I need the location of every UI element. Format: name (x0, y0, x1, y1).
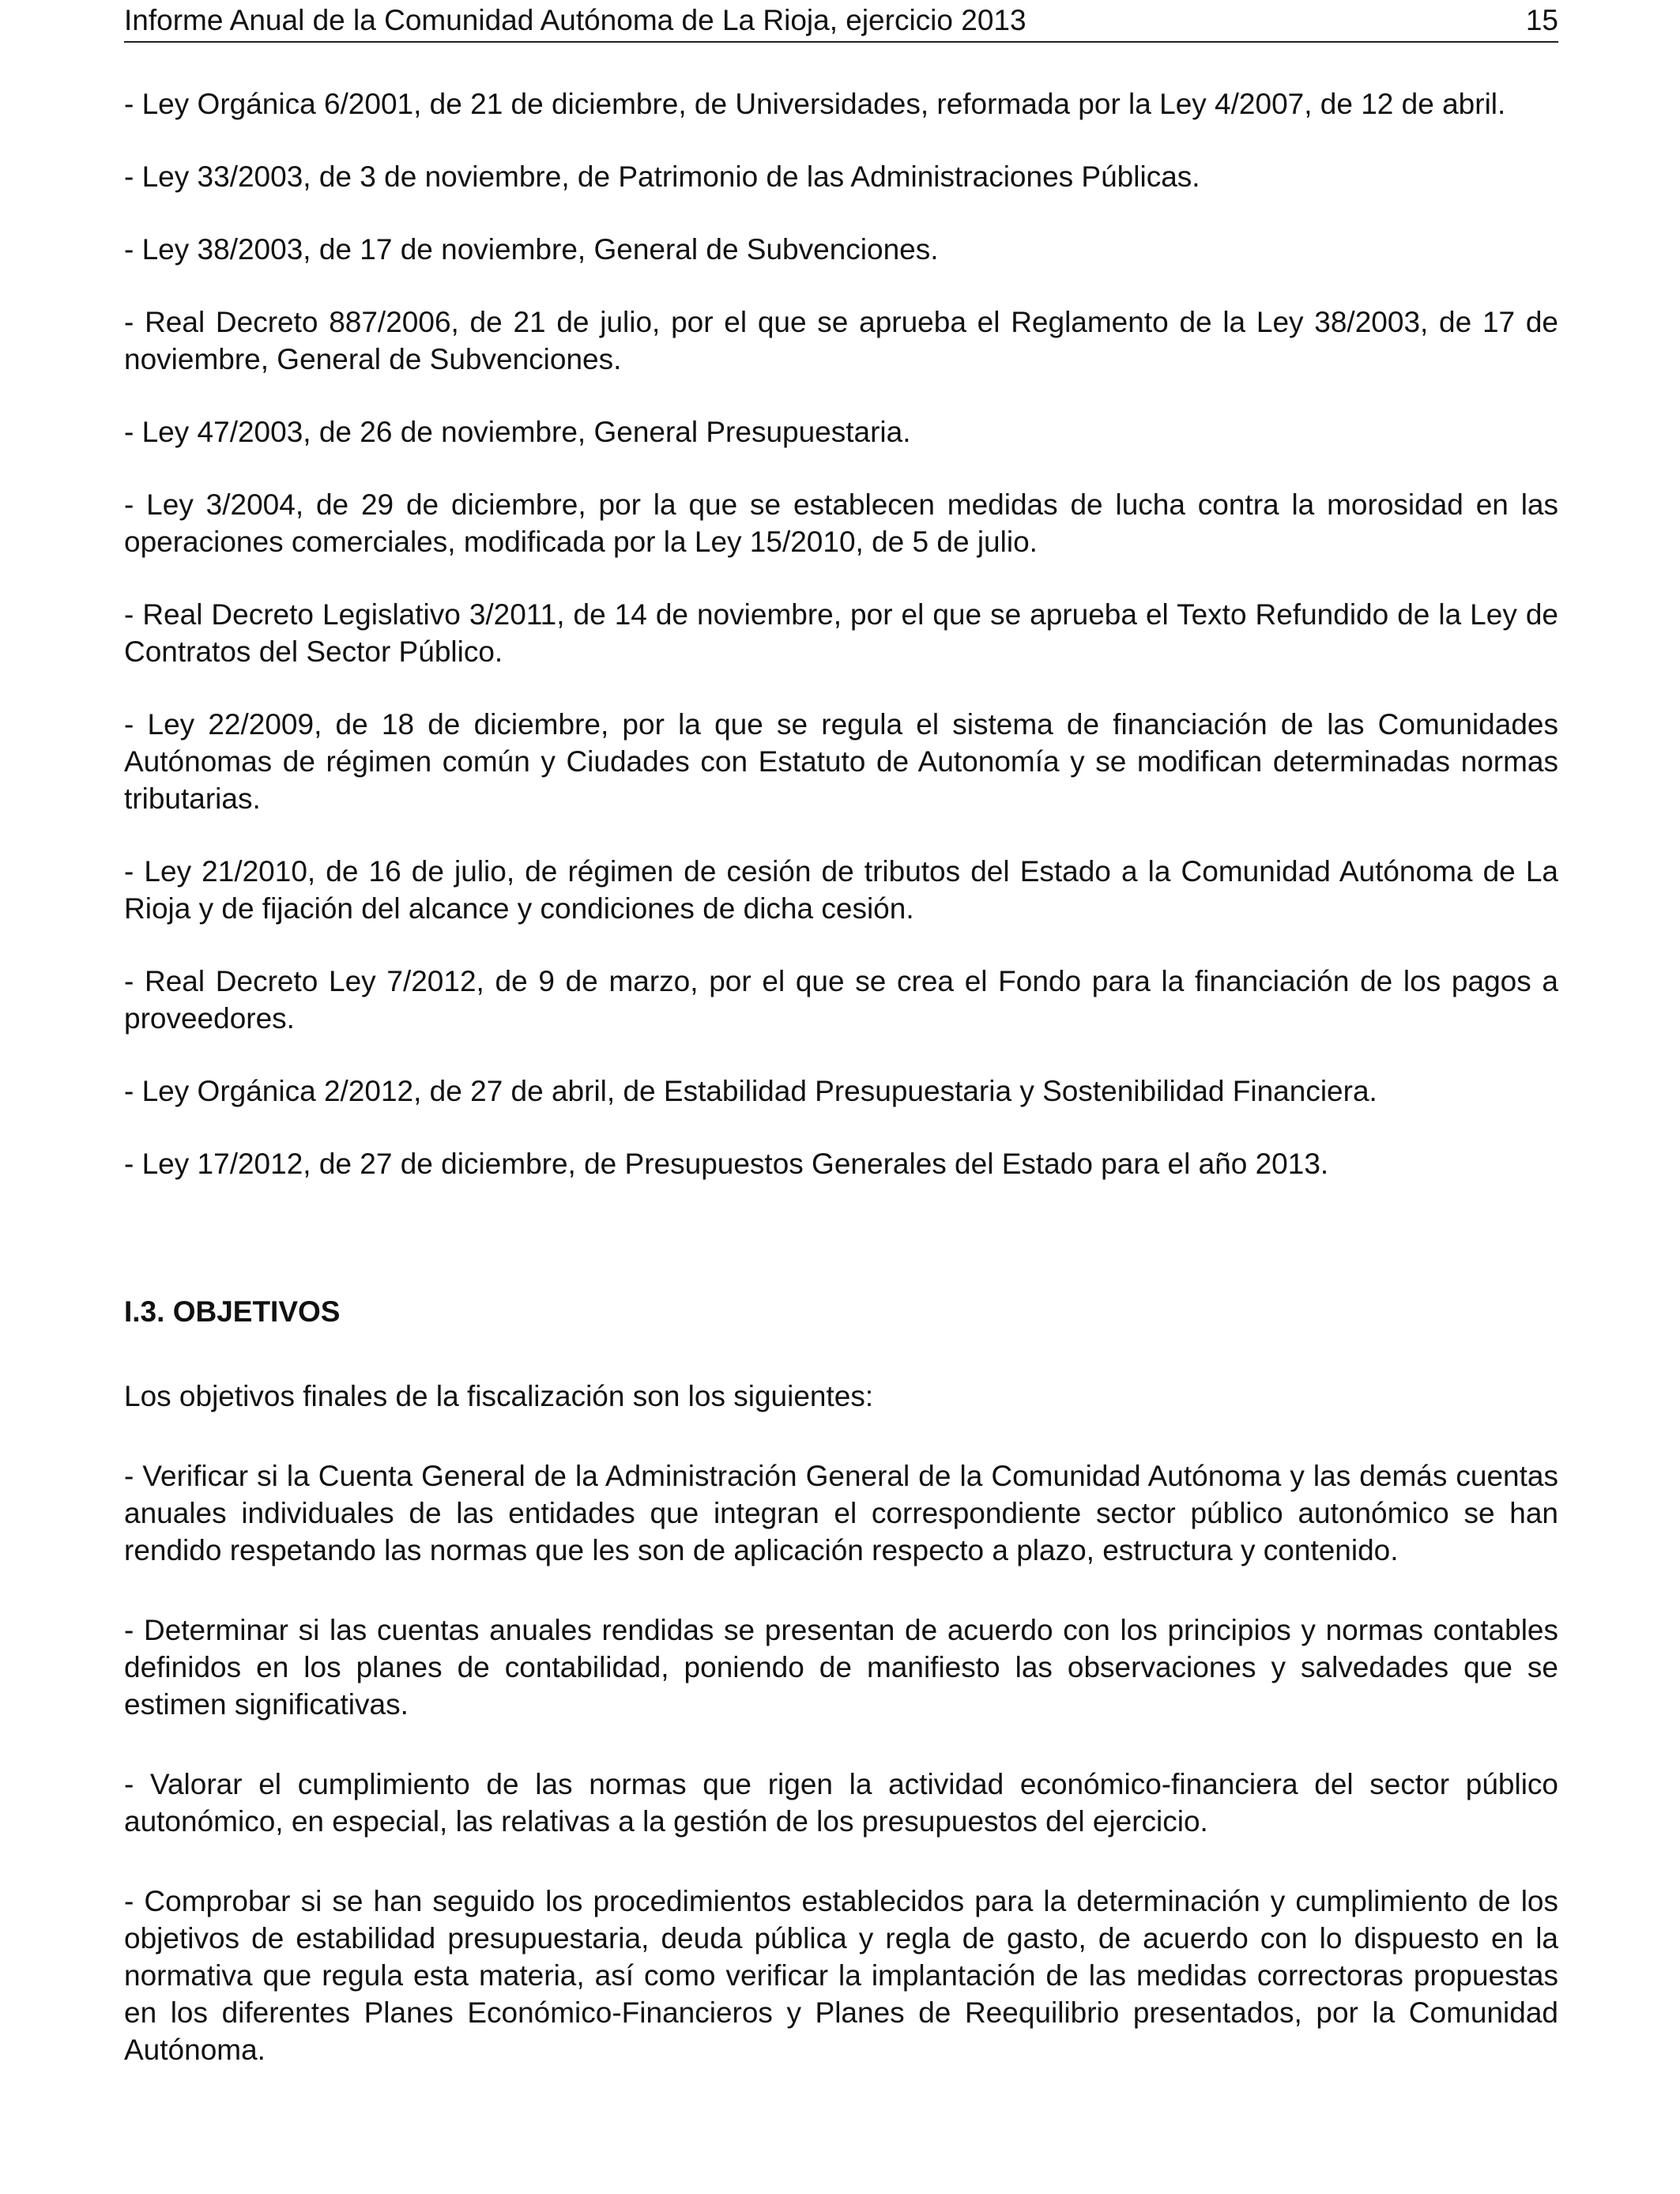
law-item: - Ley 38/2003, de 17 de noviembre, General de Subvenciones. (124, 233, 939, 266)
law-item: - Ley 47/2003, de 26 de noviembre, General Presupuestaria. (124, 416, 911, 448)
section-heading: I.3. OBJETIVOS (124, 1295, 341, 1328)
law-item: - Ley Orgánica 6/2001, de 21 de diciembre, de Universidades, reformada por la Ley 4/2007, de 12 de abril. (124, 88, 1506, 120)
law-item: - Ley 17/2012, de 27 de diciembre, de Presupuestos Generales del Estado para el año 2013. (124, 1148, 1329, 1180)
law-item: - Ley Orgánica 2/2012, de 27 de abril, de Estabilidad Presupuestaria y Sostenibilidad Financiera. (124, 1075, 1377, 1107)
objective-item: - Valorar el cumplimiento de las normas que rigen la actividad económico-financiera del sector público autonómico, en especial, las relativas a la gestión de los presupuestos del ejercicio. (124, 1768, 1558, 1838)
law-item: - Real Decreto 887/2006, de 21 de julio, por el que se aprueba el Reglamento de la Ley 38/2003, de 17 de noviembre, General de Subvenciones. (124, 306, 1558, 375)
law-item: - Ley 22/2009, de 18 de diciembre, por la que se regula el sistema de financiación de las Comunidades Autónomas de régimen común y Ciudades con Estatuto de Autonomía y se modifican determinadas normas tributarias. (124, 708, 1558, 815)
law-item: - Ley 33/2003, de 3 de noviembre, de Patrimonio de las Administraciones Públicas. (124, 160, 1200, 193)
law-item: - Real Decreto Legislativo 3/2011, de 14 de noviembre, por el que se aprueba el Texto Refundido de la Ley de Contratos del Sector Público. (124, 598, 1558, 668)
law-item: - Ley 21/2010, de 16 de julio, de régimen de cesión de tributos del Estado a la Comunidad Autónoma de La Rioja y de fijación del alcance y condiciones de dicha cesión. (124, 855, 1558, 925)
law-item: - Ley 3/2004, de 29 de diciembre, por la que se establecen medidas de lucha contra la morosidad en las operaciones comerciales, modificada por la Ley 15/2010, de 5 de julio. (124, 488, 1558, 558)
law-item: - Real Decreto Ley 7/2012, de 9 de marzo, por el que se crea el Fondo para la financiación de los pagos a proveedores. (124, 965, 1558, 1035)
section-intro: Los objetivos finales de la fiscalización son los siguientes: (124, 1380, 874, 1412)
objective-item: - Determinar si las cuentas anuales rendidas se presentan de acuerdo con los principios y normas contables definidos en los planes de contabilidad, poniendo de manifiesto las observaciones y salvedades que se estimen significativas. (124, 1614, 1558, 1721)
page-header (124, 0, 1558, 43)
objective-item: - Verificar si la Cuenta General de la Administración General de la Comunidad Autónoma y las demás cuentas anuales individuales de las entidades que integran el correspondiente sector público autonómico se han rendido respetando las normas que les son de aplicación respecto a plazo, estructura y contenido. (124, 1460, 1558, 1566)
header-title: Informe Anual de la Comunidad Autónoma de La Rioja, ejercicio 2013 (124, 4, 1026, 36)
objective-item: - Comprobar si se han seguido los procedimientos establecidos para la determinación y cumplimiento de los objetivos de estabilidad presupuestaria, deuda pública y regla de gasto, de acuerdo con lo dispuesto en la normativa que regula esta materia, así como verificar la implantación de las medidas correctoras propuestas en los diferentes Planes Económico-Financieros y Planes de Reequilibrio presentados, por la Comunidad Autónoma. (124, 1885, 1558, 2066)
page-content (124, 85, 1558, 2068)
page-number: 15 (1525, 4, 1558, 36)
